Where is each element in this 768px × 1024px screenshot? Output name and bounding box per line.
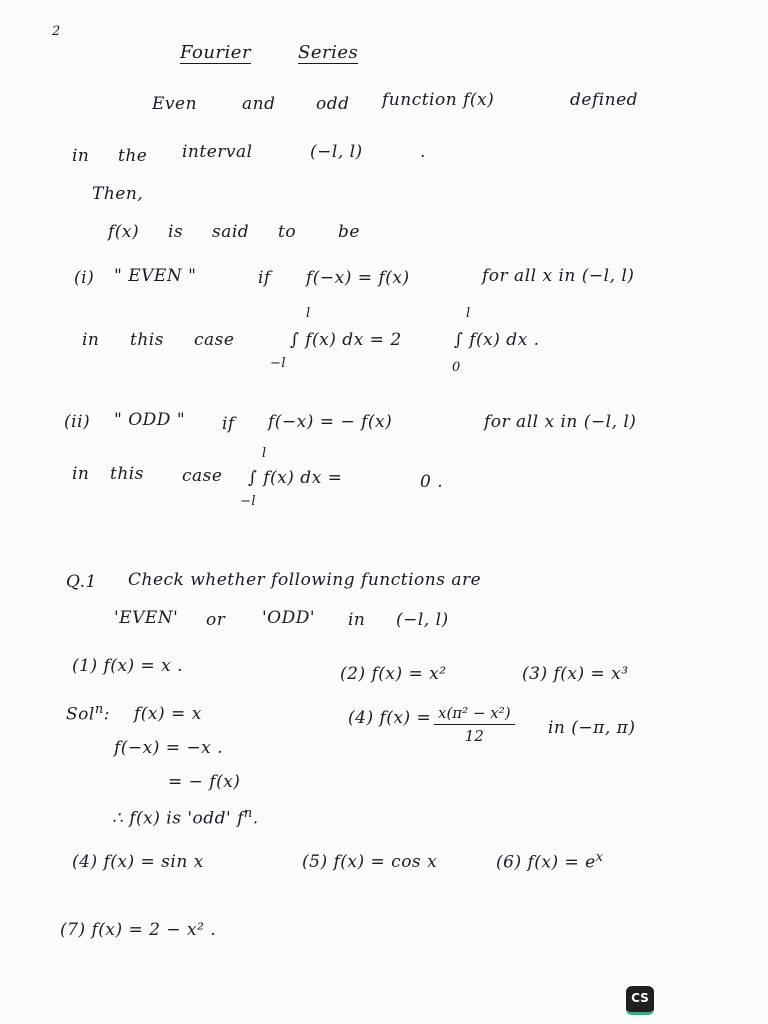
question-item-2: (2) f(x) = x² xyxy=(340,664,447,684)
question-interval: (−l, l) xyxy=(396,610,449,630)
integral-upper-limit: l xyxy=(466,306,471,321)
intro-word: function f(x) xyxy=(382,90,495,110)
if-word: if xyxy=(258,268,271,288)
integral-lower-limit: −l xyxy=(270,356,287,371)
title-word-1: Fourier xyxy=(180,42,252,63)
case-word: this xyxy=(110,464,144,484)
if-word: if xyxy=(222,414,235,434)
solution-line-2: f(−x) = −x . xyxy=(114,738,224,758)
integral-expression: ∫ f(x) dx = xyxy=(248,468,343,488)
question-item-4-lhs: (4) f(x) = xyxy=(348,708,432,728)
solution-line-4-text: ∴ f(x) is 'odd' f xyxy=(112,808,244,829)
question-word: or xyxy=(206,610,226,630)
said-word: to xyxy=(278,222,297,242)
even-condition: f(−x) = f(x) xyxy=(306,268,410,288)
question-word: 'ODD' xyxy=(262,608,316,628)
camscanner-logo: CS xyxy=(626,986,654,1015)
integral-result: 0 . xyxy=(420,472,444,492)
solution-line-4-superscript: n xyxy=(243,806,253,821)
odd-label: " ODD " xyxy=(114,410,186,430)
case-word: case xyxy=(194,330,235,350)
intro-word: interval xyxy=(182,142,253,162)
said-word: f(x) xyxy=(108,222,140,242)
question-word: in xyxy=(348,610,366,630)
odd-forall: for all x in (−l, l) xyxy=(484,412,637,432)
integral-lower-limit: −l xyxy=(240,494,257,509)
integral-upper-limit: l xyxy=(262,446,267,461)
exponent: x xyxy=(595,850,604,865)
solution-label xyxy=(66,702,110,725)
case-word: case xyxy=(182,466,223,486)
question-item-3: (3) f(x) = x³ xyxy=(522,664,629,684)
intro-word: defined xyxy=(570,90,639,110)
intro-word: in xyxy=(72,146,90,166)
solution-label-colon: : xyxy=(103,704,110,725)
case-word: this xyxy=(130,330,164,350)
question-text: Check whether following functions are xyxy=(128,570,482,590)
extra-item-6 xyxy=(496,850,604,873)
even-forall: for all x in (−l, l) xyxy=(482,266,635,286)
said-word: said xyxy=(212,222,250,242)
integral-expression: ∫ f(x) dx = 2 xyxy=(290,330,402,350)
extra-item-7: (7) f(x) = 2 − x² . xyxy=(60,920,217,940)
interval-text: (−l, l) xyxy=(310,142,363,162)
solution-label-superscript: n xyxy=(94,702,104,717)
intro-word: odd xyxy=(316,94,350,114)
intro-word: and xyxy=(242,94,276,114)
title-word-2: Series xyxy=(298,42,359,63)
even-number: (i) xyxy=(74,268,95,288)
odd-number: (ii) xyxy=(64,412,91,432)
extra-item-6-text: (6) f(x) = e xyxy=(496,852,596,873)
page-number: 2 xyxy=(52,24,61,39)
said-word: be xyxy=(338,222,360,242)
question-word: 'EVEN' xyxy=(114,608,179,628)
question-item-4-fraction xyxy=(434,704,515,745)
fraction-denominator: 12 xyxy=(464,727,484,745)
integral-expression: ∫ f(x) dx . xyxy=(454,330,540,350)
intro-word: Even xyxy=(152,94,198,114)
said-word: is xyxy=(168,222,184,242)
case-word: in xyxy=(72,464,90,484)
then-text: Then, xyxy=(92,184,144,204)
integral-upper-limit: l xyxy=(306,306,311,321)
solution-label-text: Sol xyxy=(66,704,95,725)
extra-item-4: (4) f(x) = sin x xyxy=(72,852,204,872)
question-number: Q.1 xyxy=(66,572,97,592)
solution-line-4-period: . xyxy=(252,808,259,829)
solution-line-3: = − f(x) xyxy=(168,772,241,792)
fraction-numerator: x(π² − x²) xyxy=(434,704,515,725)
question-item-1: (1) f(x) = x . xyxy=(72,656,184,676)
even-label: " EVEN " xyxy=(114,266,197,286)
solution-line-1: f(x) = x xyxy=(134,704,202,724)
solution-line-4 xyxy=(112,806,259,829)
integral-lower-limit: 0 xyxy=(452,360,461,375)
question-item-4-interval: in (−π, π) xyxy=(548,718,636,738)
intro-word: the xyxy=(118,146,148,166)
case-word: in xyxy=(82,330,100,350)
odd-condition: f(−x) = − f(x) xyxy=(268,412,393,432)
extra-item-5: (5) f(x) = cos x xyxy=(302,852,438,872)
period: . xyxy=(420,142,426,162)
